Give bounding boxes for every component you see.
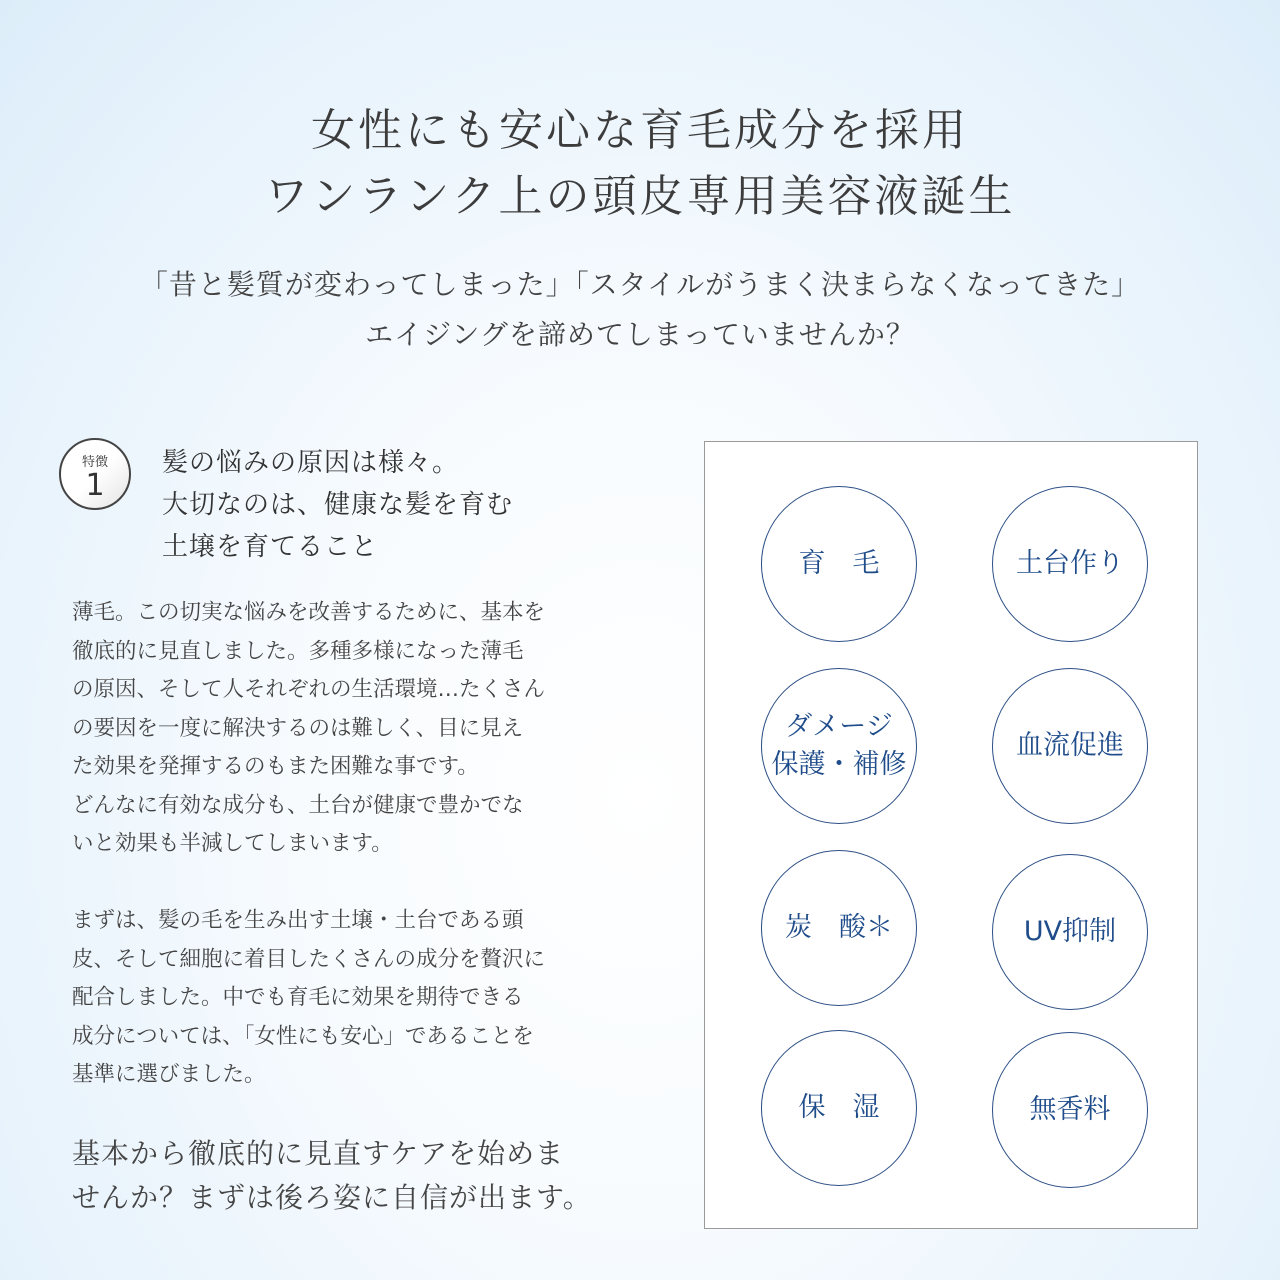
closing-line: せんか？まずは後ろ姿に自信が出ます。 — [72, 1181, 592, 1214]
feature-title-line: 髪の悩みの原因は様々。 — [162, 448, 460, 478]
feature-title-line: 大切なのは、健康な髪を育む — [162, 490, 514, 520]
paragraph-line: の原因、そして人それぞれの生活環境…たくさん — [72, 677, 546, 702]
feature-title-line: 土壌を育てること — [162, 532, 379, 562]
subheadline-line-1: 「昔と髪質が変わってしまった」「スタイルがうまく決まらなくなってきた」 — [139, 268, 1141, 301]
paragraph-line: 配合しました。中でも育毛に効果を期待できる — [72, 985, 524, 1010]
benefit-circle — [761, 1030, 917, 1186]
paragraph-line: いと効果も半減してしまいます。 — [72, 831, 393, 856]
benefit-label: 保 湿 — [798, 1092, 880, 1123]
benefit-circle — [992, 668, 1148, 824]
paragraph-line: の要因を一度に解決するのは難しく、目に見え — [72, 715, 524, 741]
benefit-circle — [992, 486, 1148, 642]
paragraph-line: まずは、髪の毛を生み出す土壌・土台である頭 — [72, 908, 524, 933]
paragraph-line: 成分については、「女性にも安心」であることを — [72, 1023, 534, 1049]
benefit-label: 炭 酸＊ — [785, 912, 893, 943]
benefit-label: ダメージ 保護・補修 — [771, 711, 907, 780]
benefit-label: 土台作り — [1016, 548, 1124, 579]
paragraph-line: 薄毛。この切実な悩みを改善するために、基本を — [72, 600, 546, 625]
subheadline — [0, 260, 1280, 360]
body-paragraph-1 — [72, 594, 632, 864]
benefit-label: 血流促進 — [1016, 730, 1124, 761]
headline-line-1: 女性にも安心な育毛成分を採用 — [311, 105, 969, 156]
paragraph-line: どんなに有効な成分も、土台が健康で豊かでな — [72, 792, 524, 818]
feature-title — [162, 442, 513, 568]
benefit-label: UV抑制 — [1023, 916, 1117, 947]
paragraph-line: 基準に選びました。 — [72, 1062, 266, 1087]
benefit-circle — [761, 486, 917, 642]
feature-badge-number: 1 — [85, 468, 105, 503]
paragraph-line: た効果を発揮するのもまた困難な事です。 — [72, 754, 479, 779]
headline — [0, 98, 1280, 230]
benefit-circle — [992, 1032, 1148, 1188]
benefit-label: 無香料 — [1029, 1094, 1111, 1125]
benefit-circle — [761, 668, 917, 824]
paragraph-line: 皮、そして細胞に着目したくさんの成分を贅沢に — [72, 946, 546, 972]
headline-line-2: ワンランク上の頭皮専用美容液誕生 — [264, 171, 1016, 222]
benefit-circle — [761, 850, 917, 1006]
benefits-panel — [704, 441, 1198, 1229]
feature-badge — [59, 438, 131, 510]
paragraph-line: 徹底的に見直しました。多種多様になった薄毛 — [72, 638, 524, 664]
benefit-circle — [992, 854, 1148, 1010]
feature-badge-label: 特徴 — [81, 455, 108, 470]
closing-statement — [72, 1132, 592, 1220]
subheadline-line-2: エイジングを諦めてしまっていませんか？ — [365, 318, 915, 351]
body-paragraph-2 — [72, 902, 632, 1095]
closing-line: 基本から徹底的に見直すケアを始めま — [72, 1137, 565, 1170]
benefit-label: 育 毛 — [798, 548, 880, 579]
